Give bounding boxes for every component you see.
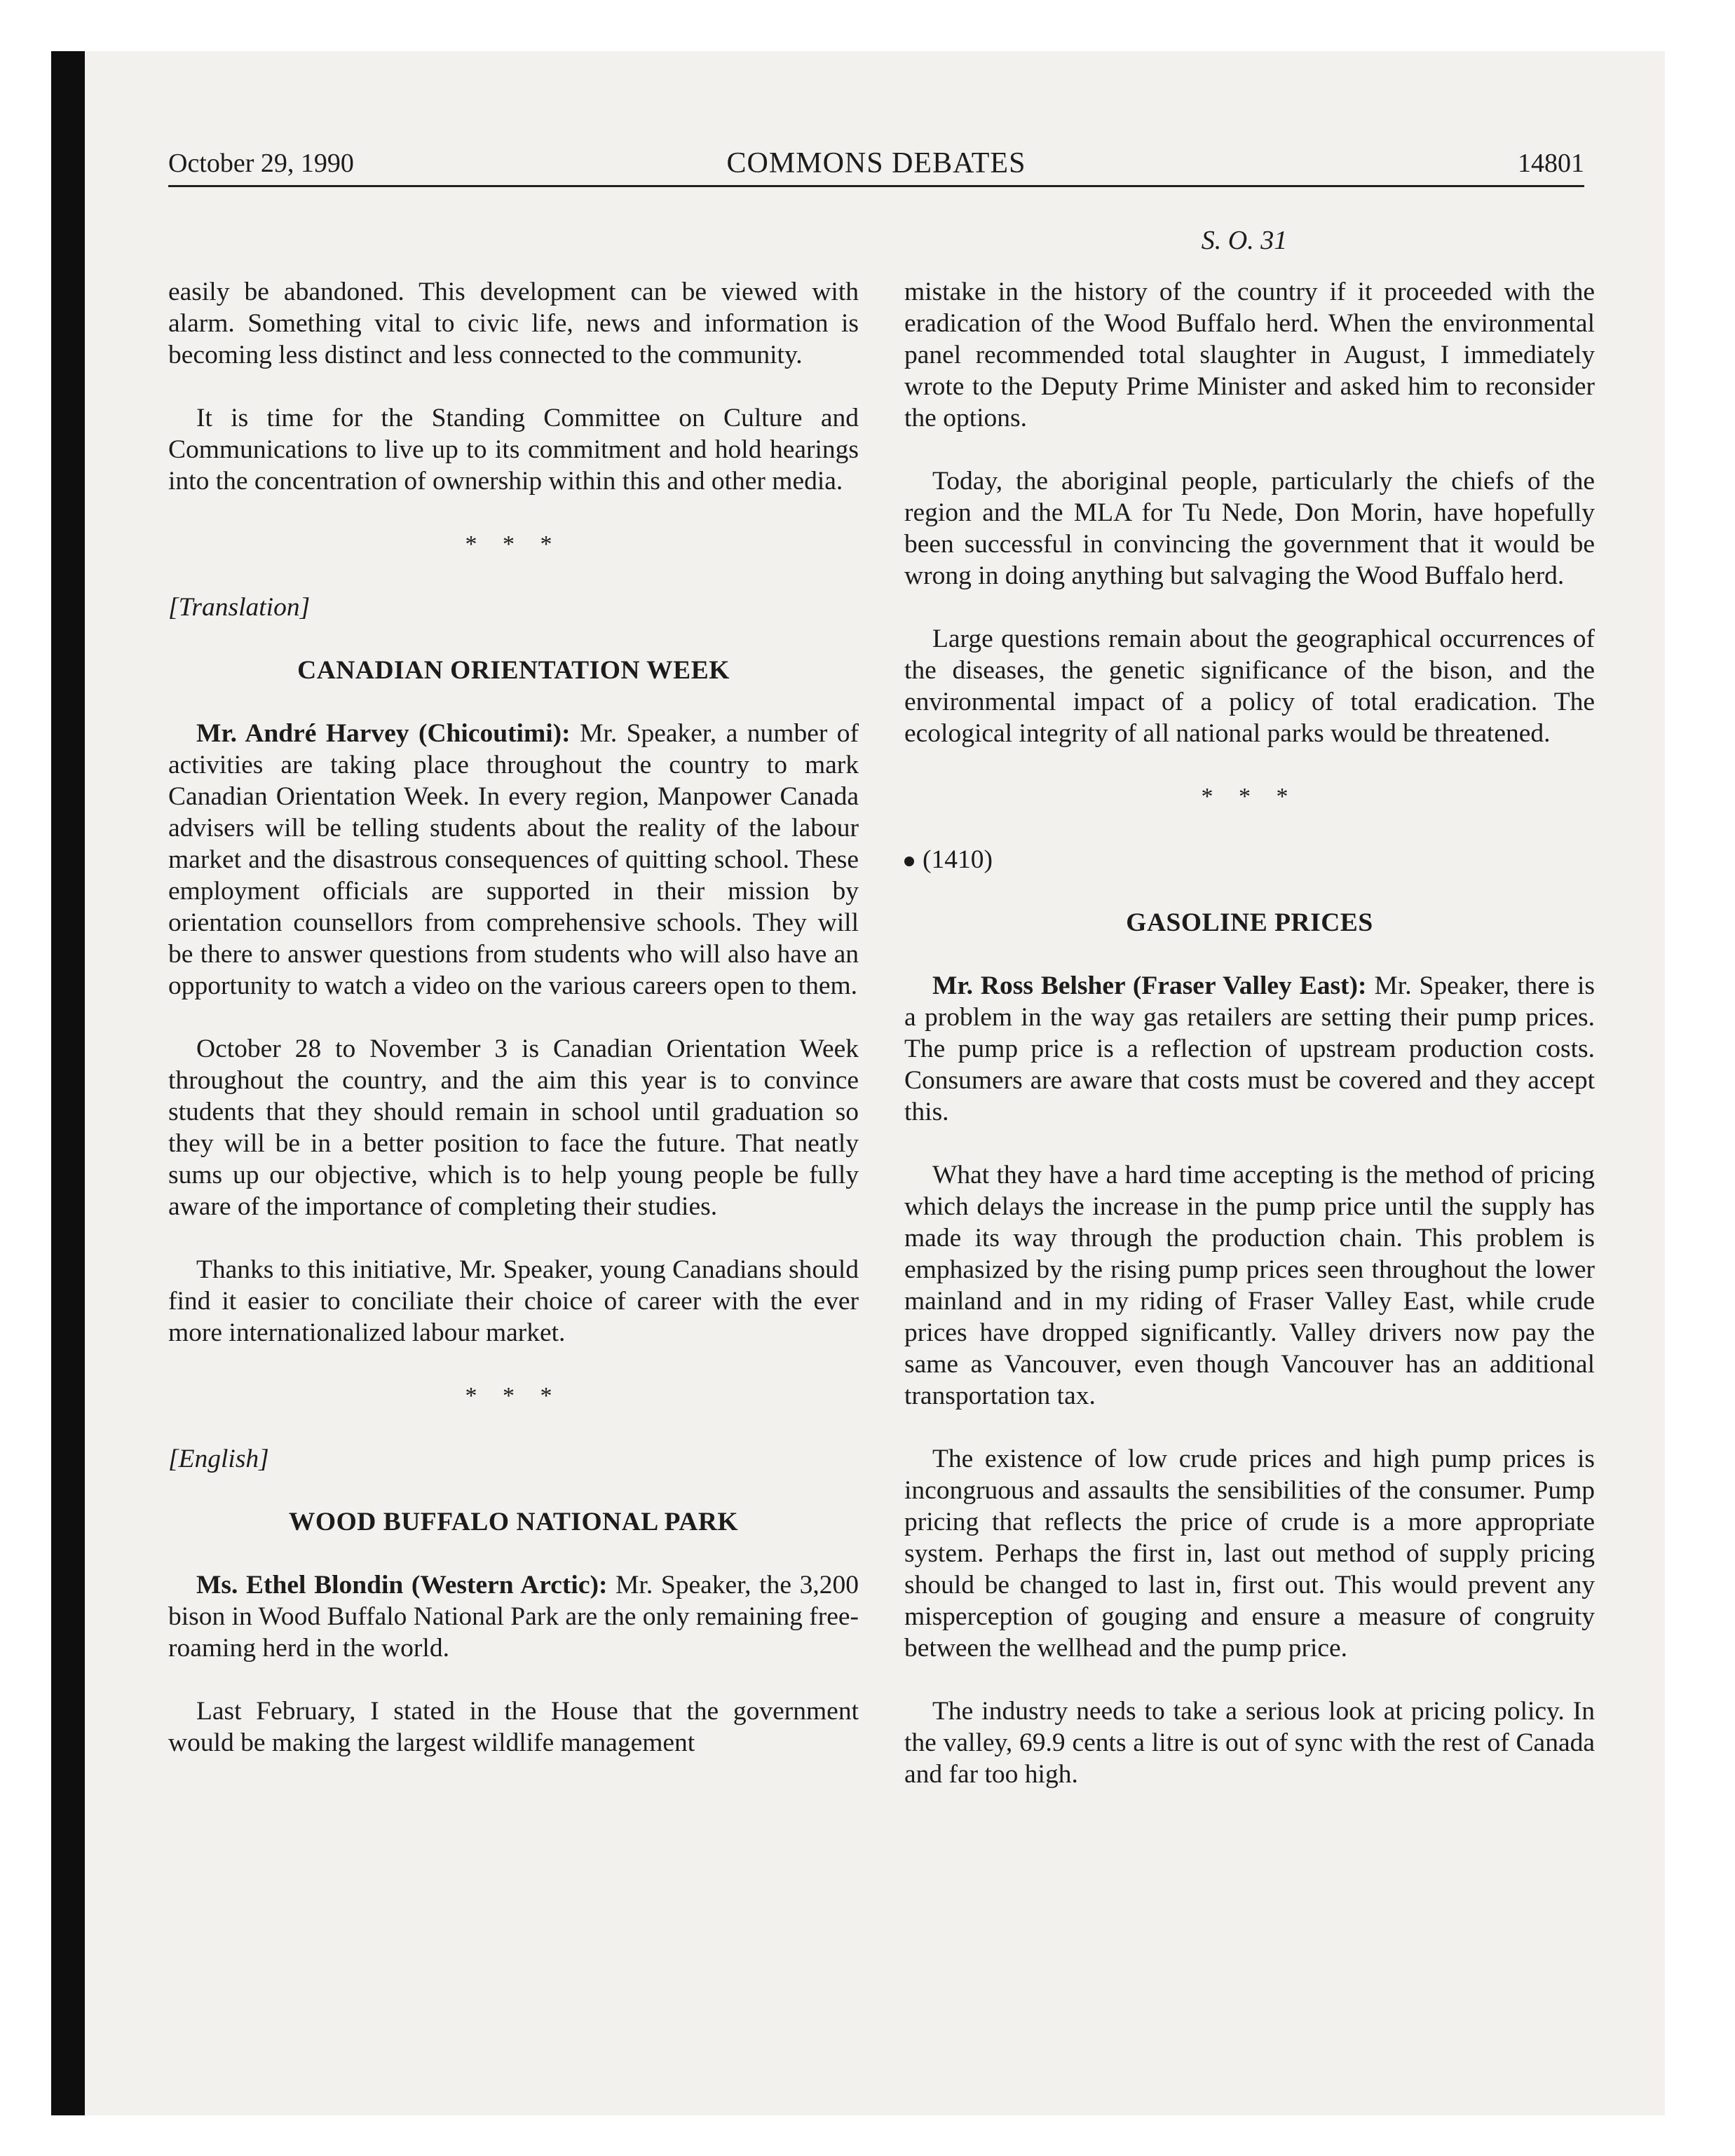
header-title: COMMONS DEBATES <box>726 147 1026 179</box>
paragraph: The existence of low crude prices and high pump prices is incongruous and assaults the sensibilities of the consumer. Pump pricing that reflects the price of crude is a more appropriate system. Perhaps the first in, last out method of supply pricing should be changed to last in, first out. This would prevent any misperception of gouging and ensure a measure of congruity between the wellhead and the pump price. <box>904 1445 1595 1663</box>
time-marker-text: (1410) <box>923 845 993 874</box>
standing-order-label: S. O. 31 <box>1201 226 1288 255</box>
speaker-name: Mr. André Harvey (Chicoutimi): <box>196 719 571 748</box>
speaker-name: Ms. Ethel Blondin (Western Arctic): <box>196 1571 608 1599</box>
speech-paragraph <box>904 970 1595 1128</box>
paragraph: Large questions remain about the geographical occurrences of the diseases, the genetic significance of the bison, and the environmental impact of a policy of total eradication. The ecological integrity of all national parks would be threatened. <box>904 625 1595 748</box>
time-marker <box>904 844 1595 875</box>
paragraph: What they have a hard time accepting is the method of pricing which delays the increase in the pump price until the supply has made its way through the production chain. This problem is emphasized by the rising pump prices seen throughout the lower mainland and in my riding of Fraser Valley East, while crude prices have dropped significantly. Valley drivers now pay the same as Vancouver, even though Vancouver has an additional transportation tax. <box>904 1161 1595 1410</box>
paragraph: Thanks to this initiative, Mr. Speaker, young Canadians should find it easier to conciliate their choice of career with the ever more internationalized labour market. <box>168 1255 859 1347</box>
paragraph: October 28 to November 3 is Canadian Orientation Week throughout the country, and the aim this year is to convince students that they should remain in school until graduation so they will be in a better position to face the future. That neatly sums up our objective, which is to help young people be fully aware of the importance of completing their studies. <box>168 1035 859 1221</box>
right-column <box>904 276 1595 1790</box>
paragraph: easily be abandoned. This development can be viewed with alarm. Something vital to civic life, news and information is becoming less distinct and less connected to the community. <box>168 278 859 369</box>
page-number: 14801 <box>1518 149 1584 178</box>
left-column <box>168 276 859 1759</box>
language-note: [Translation] <box>168 593 311 622</box>
bullet-icon <box>904 857 914 866</box>
speech-text: Mr. Speaker, the 3,200 bison in Wood Buffalo National Park are the only remaining free-roaming herd in the world. <box>168 1571 859 1663</box>
speech-paragraph <box>168 1569 859 1664</box>
header-rule <box>168 185 1584 187</box>
running-header <box>168 144 1584 183</box>
speech-text: Mr. Speaker, a number of activities are taking place throughout the country to mark Canadian Orientation Week. In every region, Manpower Canada advisers will be telling students about the reality of the labour market and the disastrous consequences of quitting school. These employment officials are supported in their mission by orientation counsellors from comprehensive schools. They will be there to answer questions from students who will also have an opportunity to watch a video on the various careers open to them. <box>168 719 859 1000</box>
section-separator: * * * <box>1201 784 1298 810</box>
paragraph: Last February, I stated in the House that the government would be making the largest wildlife management <box>168 1697 859 1757</box>
speech-text: Mr. Speaker, there is a problem in the way gas retailers are setting their pump prices. The pump price is a reflection of upstream production costs. Consumers are aware that costs must be covered and they accept this. <box>904 971 1595 1126</box>
scan-binding-edge <box>51 51 85 2115</box>
paragraph: Today, the aboriginal people, particularly the chiefs of the region and the MLA for Tu Nede, Don Morin, have hopefully been successful in convincing the government that it would be wrong in doing anything but salvaging the Wood Buffalo herd. <box>904 467 1595 590</box>
speaker-name: Mr. Ross Belsher (Fraser Valley East): <box>932 971 1367 1000</box>
speech-paragraph <box>168 718 859 1002</box>
section-heading: WOOD BUFFALO NATIONAL PARK <box>288 1508 739 1536</box>
section-heading: CANADIAN ORIENTATION WEEK <box>297 656 730 685</box>
language-note: [English] <box>168 1445 269 1473</box>
paragraph: mistake in the history of the country if it proceeded with the eradication of the Wood Buffalo herd. When the environmental panel recommended total slaughter in August, I immediately wrote to the Deputy Prime Minister and asked him to reconsider the options. <box>904 278 1595 432</box>
section-heading: GASOLINE PRICES <box>1126 908 1373 937</box>
paragraph: The industry needs to take a serious look at pricing policy. In the valley, 69.9 cents a litre is out of sync with the rest of Canada and far too high. <box>904 1697 1595 1789</box>
paragraph: It is time for the Standing Committee on Culture and Communications to live up to its commitment and hold hearings into the concentration of ownership within this and other media. <box>168 404 859 496</box>
section-separator: * * * <box>465 1383 562 1409</box>
header-date: October 29, 1990 <box>168 149 354 178</box>
section-separator: * * * <box>465 531 562 557</box>
